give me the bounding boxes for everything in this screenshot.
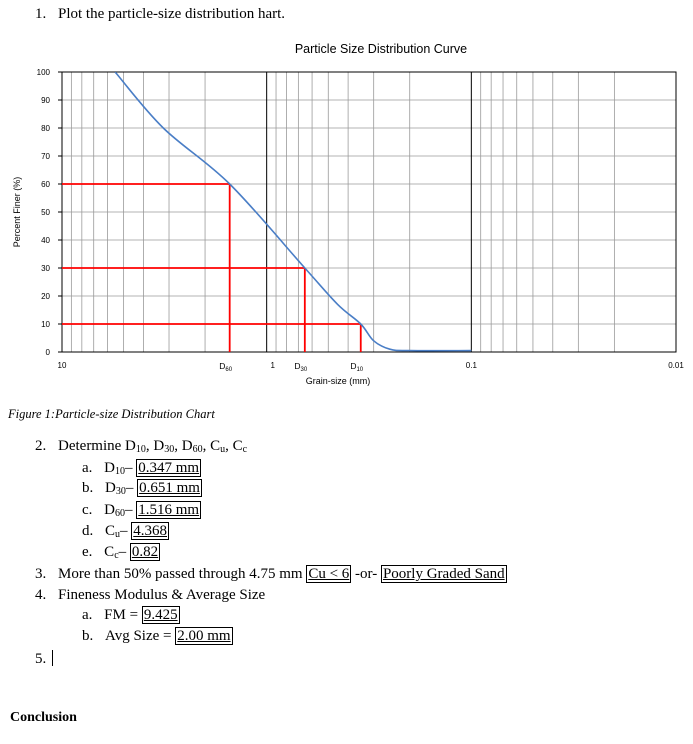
question-text: Determine D (58, 438, 136, 454)
answer-box: 9.425 (143, 607, 178, 623)
question-number: 2. (35, 438, 47, 454)
or-text: -or- (355, 566, 378, 582)
question-text: Fineness Modulus & Average Size (58, 587, 266, 603)
y-tick-label: 100 (36, 68, 50, 77)
y-tick-label: 10 (41, 320, 50, 329)
sub-u: u (220, 444, 226, 455)
question-number: 5. (35, 651, 47, 667)
text-cursor (52, 650, 53, 666)
item-label: C (104, 544, 115, 560)
x-tick-label: 1 (270, 361, 275, 370)
question-number: 4. (35, 587, 47, 603)
x-tick-label: 0.01 (668, 361, 684, 370)
question-2 (35, 438, 247, 455)
item-label: D (105, 480, 116, 496)
item-letter: c. (82, 502, 93, 518)
sub-10: 10 (135, 444, 146, 455)
particle-size-chart (0, 30, 693, 390)
x-tick-label: 10 (57, 361, 67, 370)
y-tick-label: 60 (41, 180, 50, 189)
answer-d30 (82, 480, 202, 497)
answer-box: 4.368 (133, 523, 168, 539)
figure-caption: Figure 1:Particle-size Distribution Chart (8, 407, 215, 421)
answer-d10 (82, 460, 201, 477)
marker-label: $D_{10}$ (350, 361, 364, 373)
item-letter: e. (82, 544, 93, 560)
question-4 (35, 587, 265, 604)
text-c: , C (225, 438, 243, 454)
answer-cu (82, 523, 169, 540)
y-tick-label: 80 (41, 124, 50, 133)
answer-box: 2.00 mm (177, 628, 231, 644)
item-letter: a. (82, 460, 93, 476)
y-tick-label: 0 (45, 348, 50, 357)
x-axis-label: Grain-size (mm) (305, 376, 371, 386)
item-label: D (104, 502, 116, 518)
item-letter: d. (82, 523, 94, 539)
item-label: FM = (104, 607, 139, 623)
item-sub: u (115, 529, 121, 540)
item-dash: – (125, 460, 133, 476)
item-sub: 60 (115, 508, 126, 519)
y-tick-label: 50 (41, 208, 50, 217)
item-label: Avg Size = (105, 628, 172, 644)
y-tick-label: 20 (41, 292, 50, 301)
y-tick-label: 90 (41, 96, 50, 105)
chart-title: Particle Size Distribution Curve (294, 42, 468, 56)
answer-avg-size (82, 628, 233, 645)
item-dash: – (125, 502, 133, 518)
text-d: , D (174, 438, 193, 454)
item-sub: c (114, 550, 119, 561)
answer-box: 0.347 mm (138, 460, 200, 476)
item-label: D (104, 460, 116, 476)
question-text: More than 50% passed through 4.75 mm (58, 566, 303, 582)
item-letter: b. (82, 480, 94, 496)
answer-box-cu: Cu < 6 (308, 566, 350, 582)
y-axis-label: Percent Finer (%) (12, 176, 22, 248)
y-tick-label: 30 (41, 264, 50, 273)
item-dash: – (120, 523, 128, 539)
answer-box: 1.516 mm (138, 502, 200, 518)
answer-box: 0.651 mm (139, 480, 200, 496)
item-sub: 30 (115, 486, 126, 497)
sub-60: 60 (192, 444, 203, 455)
y-tick-label: 40 (41, 236, 50, 245)
text-c: , C (202, 438, 221, 454)
answer-box: 0.82 (131, 544, 159, 560)
item-letter: b. (82, 628, 94, 644)
marker-label: $D_{30}$ (294, 361, 308, 373)
text-d: , D (145, 438, 165, 454)
item-sub: 10 (115, 466, 126, 477)
question-3 (35, 566, 507, 583)
answer-cc (82, 544, 160, 561)
question-number: 1. (35, 6, 47, 22)
answer-fm (82, 607, 180, 624)
item-dash: – (118, 544, 127, 560)
x-tick-label: 0.1 (465, 361, 477, 370)
item-letter: a. (82, 607, 93, 623)
y-tick-label: 70 (41, 152, 50, 161)
item-dash: – (125, 480, 134, 496)
question-number: 3. (35, 566, 47, 582)
question-5[interactable] (35, 650, 53, 668)
sub-c: c (242, 444, 248, 455)
marker-label: $D_{60}$ (219, 361, 233, 373)
conclusion-heading: Conclusion (10, 710, 77, 725)
question-1 (35, 6, 285, 23)
item-label: C (105, 523, 116, 539)
question-text: Plot the particle-size distribution hart. (58, 6, 286, 22)
sub-30: 30 (164, 444, 175, 455)
answer-box-classification: Poorly Graded Sand (382, 566, 505, 582)
answer-d60 (82, 502, 201, 519)
